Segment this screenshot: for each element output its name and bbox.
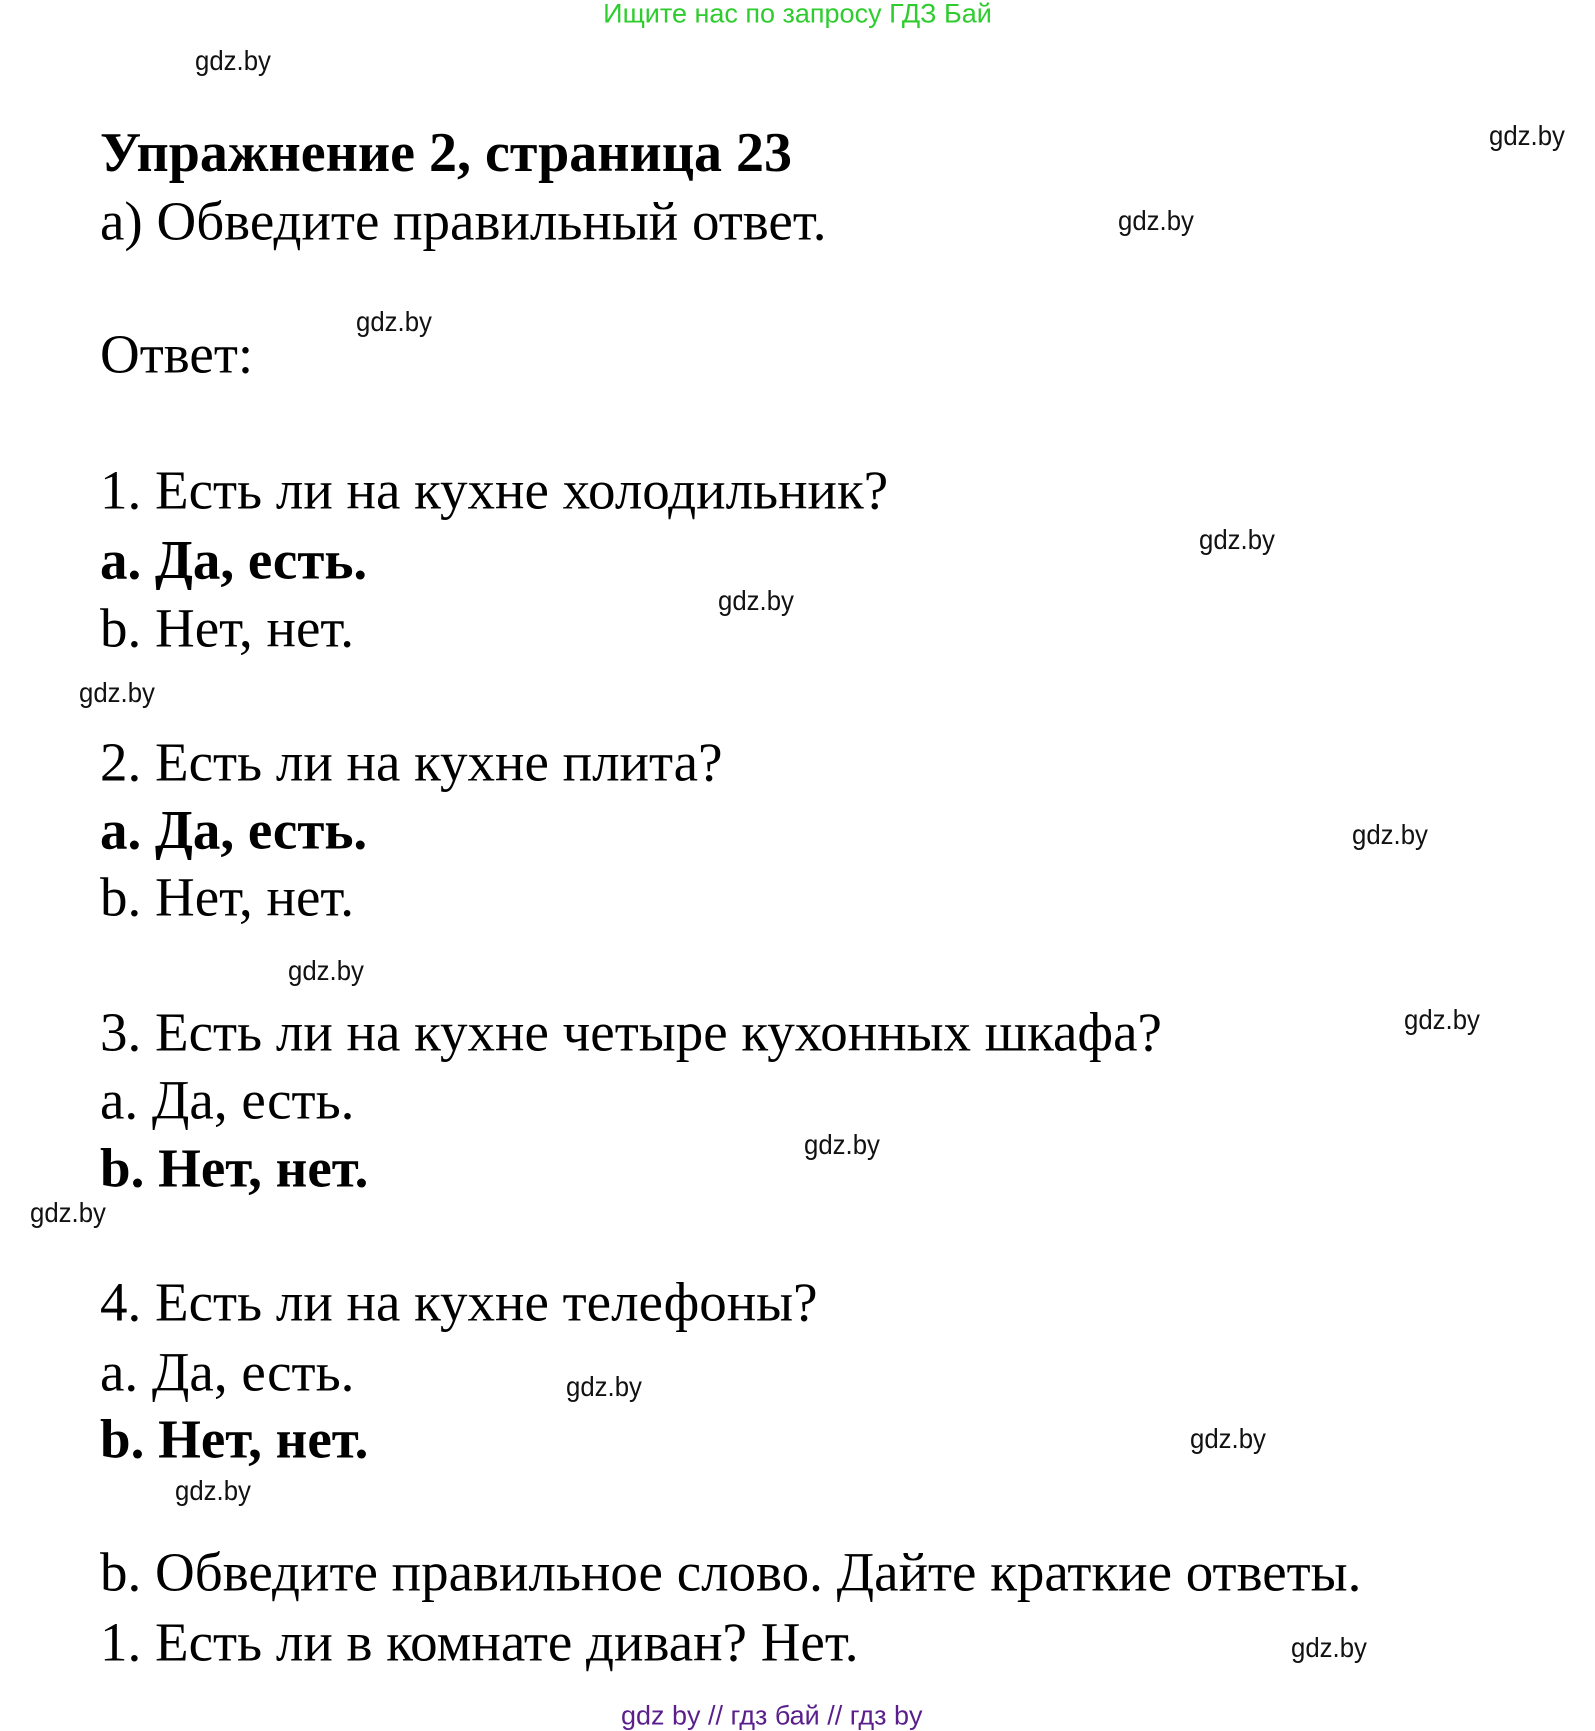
watermark: gdz.by — [175, 1475, 251, 1506]
watermark: gdz.by — [1404, 1004, 1480, 1035]
watermark: gdz.by — [288, 955, 364, 986]
watermark: gdz.by — [1489, 120, 1565, 151]
watermark: gdz.by — [1118, 205, 1194, 236]
question-4: 4. Есть ли на кухне телефоны? — [100, 1271, 818, 1333]
task-a-instruction: а) Обведите правильный ответ. — [100, 190, 827, 252]
watermark: gdz.by — [1199, 524, 1275, 555]
watermark: gdz.by — [718, 585, 794, 616]
watermark: gdz.by — [356, 306, 432, 337]
question-1-option-b: b. Нет, нет. — [100, 597, 355, 659]
watermark: gdz.by — [804, 1129, 880, 1160]
question-2-option-b: b. Нет, нет. — [100, 866, 355, 928]
search-banner[interactable]: Ищите нас по запросу ГДЗ Бай — [603, 0, 992, 29]
question-3-option-b: b. Нет, нет. — [100, 1137, 369, 1199]
question-1: 1. Есть ли на кухне холодильник? — [100, 459, 889, 521]
question-3-option-a: a. Да, есть. — [100, 1069, 355, 1131]
task-b-instruction: b. Обведите правильное слово. Дайте краткие ответы. — [100, 1541, 1362, 1603]
page-title: Упражнение 2, страница 23 — [100, 122, 793, 184]
watermark: gdz.by — [195, 45, 271, 76]
question-2-option-a: a. Да, есть. — [100, 799, 368, 861]
question-3: 3. Есть ли на кухне четыре кухонных шкафа? — [100, 1001, 1162, 1063]
question-2: 2. Есть ли на кухне плита? — [100, 731, 723, 793]
question-4-option-b: b. Нет, нет. — [100, 1408, 369, 1470]
answer-label: Ответ: — [100, 323, 254, 385]
footer-links[interactable]: gdz by // гдз бай // гдз by — [621, 1700, 923, 1731]
watermark: gdz.by — [30, 1197, 106, 1228]
watermark: gdz.by — [79, 677, 155, 708]
task-b-item-1: 1. Есть ли в комнате диван? Нет. — [100, 1611, 859, 1673]
watermark: gdz.by — [566, 1371, 642, 1402]
question-1-option-a: a. Да, есть. — [100, 529, 368, 591]
watermark: gdz.by — [1352, 819, 1428, 850]
watermark: gdz.by — [1190, 1423, 1266, 1454]
question-4-option-a: a. Да, есть. — [100, 1341, 355, 1403]
watermark: gdz.by — [1291, 1632, 1367, 1663]
